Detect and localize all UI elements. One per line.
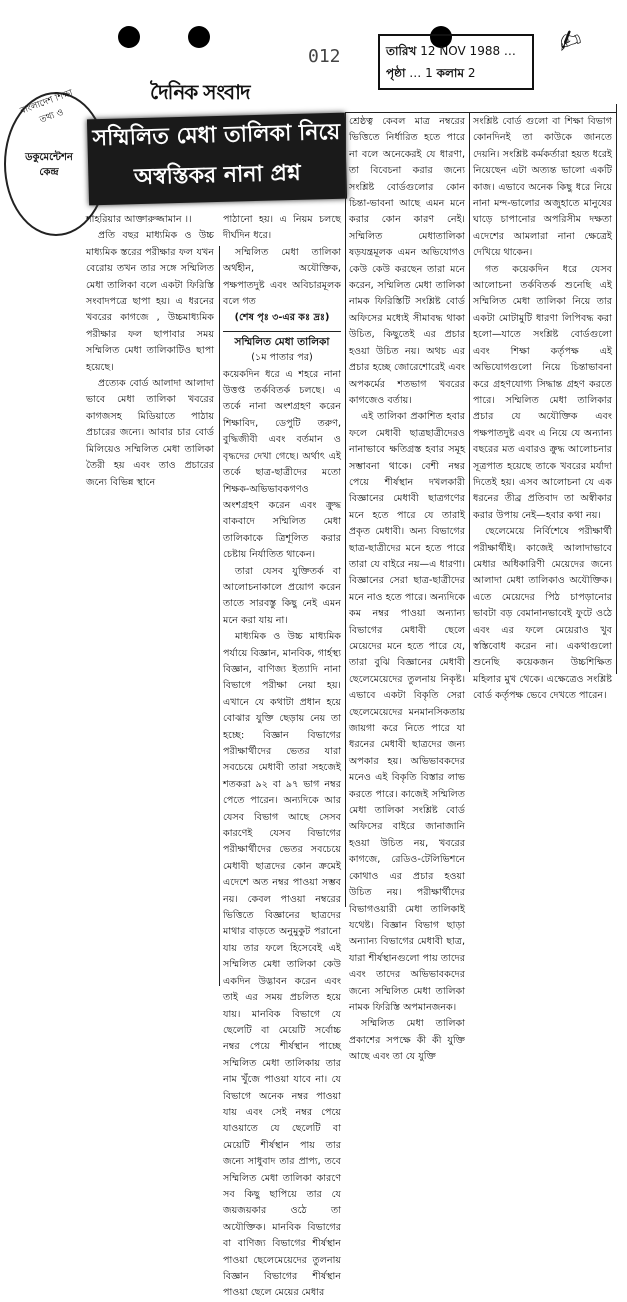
- page-value: 1: [425, 66, 433, 80]
- signature-mark: ✍: [552, 21, 587, 61]
- continuation-column-2: [223, 331, 341, 1302]
- date-value: 12 NOV 1988: [420, 44, 501, 58]
- punch-hole: [188, 26, 210, 48]
- paragraph: প্রত্যেক বোর্ড আলাদা আলাদা ভাবে মেধা তালিকা খবরের কাগজসহ মিডিয়াতে পাঠায় প্রচারের জন্যে। আবার চার বোর্ড মিলিয়েও সম্মিলিত মেধা তালিকা তৈরী হয় এবং তাও প্রচারের জন্যে বিভিন্ন স্থানে: [86, 378, 214, 488]
- column-divider: [616, 104, 617, 674]
- headline-line-1: সম্মিলিত মেধা তালিকা নিয়ে: [92, 119, 341, 152]
- paragraph: এই তালিকা প্রকাশিত হবার ফলে মেধাবী ছাত্রছাত্রীদেরও নানাভাবে ক্ষতিগ্রস্ত হবার সমূহ সম্ভাবনা থাকে। বেশী নম্বর পেয়ে শীর্ষস্থান দখলকারী বিজ্ঞানের মেধাবী ছাত্রগণের মনে হতে পারে যে তারাই প্রকৃত মেধাবী। অন্য বিভাগের ছাত্র-ছাত্রীদের মনে হতে পারে তারা যে বাইরে নয়—এ ধারণা। বিজ্ঞানের সেরা ছাত্র-ছাত্রীদের মনে নাও হতে পারে। অন্যদিকে কম নম্বর পাওয়া অন্যান্য বিভাগের মেধাবী ছেলে মেয়েদের মনে হতে পারে যে, তারা বুঝি বিজ্ঞানের মেধাবী ছেলেমেয়েদের তুলনায় নিকৃষ্ট। এভাবে একটা বিকৃতি সেরা ছেলেমেয়েদের মনমানসিকতায় জায়গা করে নিতে পারে যা ধরনের মেধাবী ছাত্রদের জন্য অপকার হয়। অভিভাবকদের মনেও এই বিকৃতি বিস্তার লাভ করতে পারে। কাজেই সম্মিলিত মেধা তালিকা সংশ্লিষ্ট বোর্ড অফিসের বাইরে জানাজানি হওয়া উচিত নয়, খবরের কাগজে, রেডিও-টেলিভিশনে কোথাও এর প্রচার হওয়া উচিত নয়। পরীক্ষার্থীদের বিভাগওয়ারী মেধা তালিকাই যথেষ্ট। বিজ্ঞান বিভাগ ছাড়া অন্যান্য বিভাগের মেধাবী ছাত্র, যারা শীর্ষস্থানগুলো পায় তাদের এবং তাদের অভিভাবকদের জন্যে সম্মিলিত মেধা তালিকা নামক ফিরিস্তি অপমানজনক।: [349, 411, 465, 1013]
- stamp-ring-text: বাংলাদেশ শিক্ষা তথ্য ও: [18, 88, 75, 126]
- headline-line-2: অস্বস্তিকর নানা প্রশ্ন: [133, 160, 302, 191]
- paragraph: সংশ্লিষ্ট বোর্ড গুলো বা শিক্ষা বিভাগ কোনদিনই তা কাউকে জানতে দেয়নি। সংশ্লিষ্ট কর্মকর্তারা হয়ত ধরেই নিয়েছেন এটা অত্যন্ত ভালো একটি কাজ। এভাবে অনেক কিছু ধরে নিয়ে নানা মন্দ-ভালোর অজুহাতে মানুষের ঘাড়ে চাপানোর অপরিসীম দক্ষতা এদেশের আমলারা নানা ক্ষেত্রেই দেখিয়ে থাকেন।: [473, 116, 612, 259]
- paragraph: ছেলেমেয়ে নির্বিশেষে পরীক্ষার্থী পরীক্ষার্থীই। কাজেই আলাদাভাবে মেধার অধিকারিণী মেয়েদের জন্যে আলাদা মেধা তালিকাও অযৌক্তিক। এতে মেয়েদের পিঠ চাপড়ানোর ভাবটা বড় বেমানানভাবেই ফুটে ওঠে এবং এর ফলে মেয়েরাও খুব স্বস্তিবোধ করেন না। একথাগুলো শুনেছি কয়েকজন উচ্চশিক্ষিত মহিলার মুখ থেকে। এক্ষেত্রেও সংশ্লিষ্ট বোর্ড কর্তৃপক্ষ ভেবে দেখতে পারেন।: [473, 526, 612, 702]
- newspaper-masthead: দৈনিক সংবাদ: [150, 80, 250, 104]
- page-label: পৃষ্ঠা: [386, 66, 406, 80]
- date-label: তারিখ: [386, 44, 417, 58]
- column-divider: [345, 112, 346, 907]
- column-label: কলাম: [436, 66, 465, 80]
- paragraph: শ্রেষ্ঠত্ব কেবল মাত্র নম্বরের ভিত্তিতে নির্ধারিত হতে পারে না বলে অনেকেরই যে ধারণা, তা বিবেচনা করার জন্যে সংশ্লিষ্ট বোর্ডগুলোর কোন চিন্তা-ভাবনা আছে এমন মনে করার কোন কারণ নেই। সম্মিলিত মেধাতালিকা ষড়যন্ত্রমূলক এমন অভিযোগও কেউ কেউ করছেন তারা মনে করেন, সম্মিলিত মেধা তালিকা নামক ফিরিস্তিটি সংশ্লিষ্ট বোর্ড অফিসের মধ্যেই সীমাবদ্ধ থাকা উচিত, কিছুতেই এর প্রচার হওয়া উচিত নয়। অথচ এর প্রচার হচ্ছে জোরেশোরেই এবং অপকর্মের শতভাগ খবরের কাগজেও বর্তায়।: [349, 116, 465, 406]
- paragraph: মাধ্যমিক ও উচ্চ মাধ্যমিক পর্যায়ে বিজ্ঞান, মানবিক, গার্হস্থ্য বিজ্ঞান, বাণিজ্য ইত্যাদি নানা বিভাগে পরীক্ষা নেয়া হয়। এখানে যে কথাটা প্রধান হয়ে বোঝার যুক্তি ছেড়ায় নেয় তা হচ্ছে: বিজ্ঞান বিভাগের পরীক্ষার্থীদের ভেতর যারা সবচেয়ে মেধাবী তারা সহজেই শতকরা ৯২ বা ৯৭ ভাগ নম্বর পেতে পারেন। অন্যদিকে আর যেসব বিভাগ আছে সেসব কারণেই যেসব বিভাগের পরীক্ষার্থীদের ভেতর সবচেয়ে মেধাবী ছাত্রদের কোন ক্রমেই এদেশে অত নম্বর পাওয়া সম্ভব নয়। কেবল পাওয়া নম্বরের ভিত্তিতে বিজ্ঞানের ছাত্রদের মাথার বাড়তে অনুমুকুট পরানো যায় তার ফলে হিসেবেই এই সম্মিলিত মেধা তালিকা কেউ একদিন উদ্ভাবন করেন এবং তাই এর সময় প্রচলিত হয়ে যায়। মানবিক বিভাগে যে ছেলেটি বা মেয়েটি সর্বোচ্চ নম্বর পেয়ে শীর্ষস্থান পাচ্ছে সম্মিলিত মেধা তালিকায় তার নাম খুঁজে পাওয়া যাবে না। যে বিভাগে অনেক নম্বর পাওয়া যায় এবং সেই নম্বর পেয়ে যাওয়াতে যে ছেলেটি বা মেয়েটি শীর্ষস্থান পায় তার জন্যে সাধুবাদ তার প্রাপ্য, তবে সম্মিলিত মেধা তালিকা কারণে সব কিছু ছাপিয়ে তার যে জয়জয়কার ওঠে তা অযৌক্তিক। মানবিক বিভাগের বা বাণিজ্য বিভাগের শীর্ষস্থান পাওয়া ছেলেমেয়েদের তুলনায় বিজ্ঞান বিভাগের শীর্ষস্থান পাওয়া ছেলে মেয়ের মেধার: [223, 631, 341, 1299]
- page-column-line: পৃষ্ঠা … 1 কলাম 2: [386, 66, 476, 80]
- headline-banner: [87, 113, 347, 206]
- paragraph: সম্মিলিত মেধা তালিকা প্রকাশের সপক্ষে কী কী যুক্তি আছে এবং তা যে যুক্তি: [349, 1018, 465, 1063]
- column-value: 2: [467, 66, 476, 80]
- paragraph: তারা যেসব যুক্তিতর্ক বা আলোচনাকালে প্রয়োগ করেন তাতে সারবস্তু কিছু নেই এমন মনে করা যায় না।: [223, 565, 341, 626]
- stamp-line-1: ডকুমেন্টেশন: [25, 152, 73, 163]
- paragraph: সম্মিলিত মেধা তালিকা অর্থহীন, অযৌক্তিক, পক্ষপাতদুষ্ট এবং অবিচারমূলক বলে গত: [223, 246, 341, 308]
- date-line: তারিখ 12 NOV 1988 …: [386, 44, 516, 58]
- continuation-column-3: [349, 114, 465, 1066]
- stamp-line-2: কেন্দ্র: [39, 167, 59, 178]
- punch-hole: [118, 26, 140, 48]
- column-divider: [219, 246, 220, 986]
- continuation-from-page: (১ম পাতার পর): [251, 352, 313, 364]
- paragraph: পাঠানো হয়। এ নিয়ম চলছে দীর্ঘদিন ধরে।: [223, 214, 341, 242]
- article-column-1: [86, 212, 214, 491]
- top-rule: [345, 112, 616, 113]
- paragraph: কয়েকদিন ধরে এ শহরে নানা উত্তপ্ত তর্কবিতর্ক চলছে। এ তর্কে নানা অংশগ্রহণ করেন শিক্ষাবিদ, ডেপুটি তরুণ, বুদ্ধিজীবী এবং বর্তমান ও বৃদ্ধদের দেখা গেছে। অর্থাৎ এই তর্কে ছাত্র-ছাত্রীদের মতো শিক্ষক-অভিভাবকগণও অংশগ্রহণ করেন এবং ক্রুদ্ধ বাকবাদে সম্মিলিত মেধা তালিকাকে ত্রিশূলিত করার চেষ্টায় নির্যাতিত থাকেন।: [223, 368, 341, 561]
- page-number: 012: [308, 46, 341, 67]
- article-column-2: [223, 212, 341, 1302]
- continuation-column-4: [473, 114, 612, 705]
- byline: শাহরিয়ার আক্তারুজ্জামান ।।: [86, 214, 192, 225]
- paragraph: প্রতি বছর মাধ্যমিক ও উচ্চ মাধ্যমিক স্তরের পরীক্ষার ফল যখন বেরোয় তখন তার সঙ্গে সম্মিলিত মেধা তালিকা বলে একটা ফিরিস্তি সংবাদপত্রে ছাপা হয়। এ ধরনের খবরের কাগজে , উচ্চমাধ্যমিক পরীক্ষার ফল ছাপাবার সময় সম্মিলিত মেধা তালিকাটিও ছাপা হয়েছে।: [86, 230, 214, 373]
- stamp-center: [14, 150, 84, 180]
- continuation-title: সম্মিলিত মেধা তালিকা: [234, 335, 330, 348]
- column-divider: [469, 112, 470, 672]
- paragraph: গত কয়েকদিন ধরে যেসব আলোচনা তর্কবিতর্ক শুনেছি এই সম্মিলিত মেধা তালিকা নিয়ে তার একটা মোটামুটি ধারণা লিপিবদ্ধ করা হলো—যাতে সংশ্লিষ্ট বোর্ডগুলো এবং শিক্ষা কর্তৃপক্ষ এই অভিযোগগুলো নিয়ে চিন্তাভাবনা করে গ্রহণযোগ্য সিদ্ধান্ত গ্রহণ করতে পারে। সম্মিলিত মেধা তালিকার প্রচার যে অযৌক্তিক এবং পক্ষপাতদুষ্ট এবং এ নিয়ে যে অন্যান্য বছরের মত এবারও ক্রুদ্ধ আলোচনার সূত্রপাত হয়েছে তাকে খবরের মর্যাদা দিতেই হয়। এসব আলোচনা যে এক ধরনের তীব্র প্রতিবাদ তা অস্বীকার করার উপায় নেই—হবার কথা নয়।: [473, 263, 612, 521]
- continued-note: (শেষ পৃঃ ৩-এর কঃ দ্রঃ): [234, 312, 330, 324]
- date-stamp-box: [378, 34, 534, 90]
